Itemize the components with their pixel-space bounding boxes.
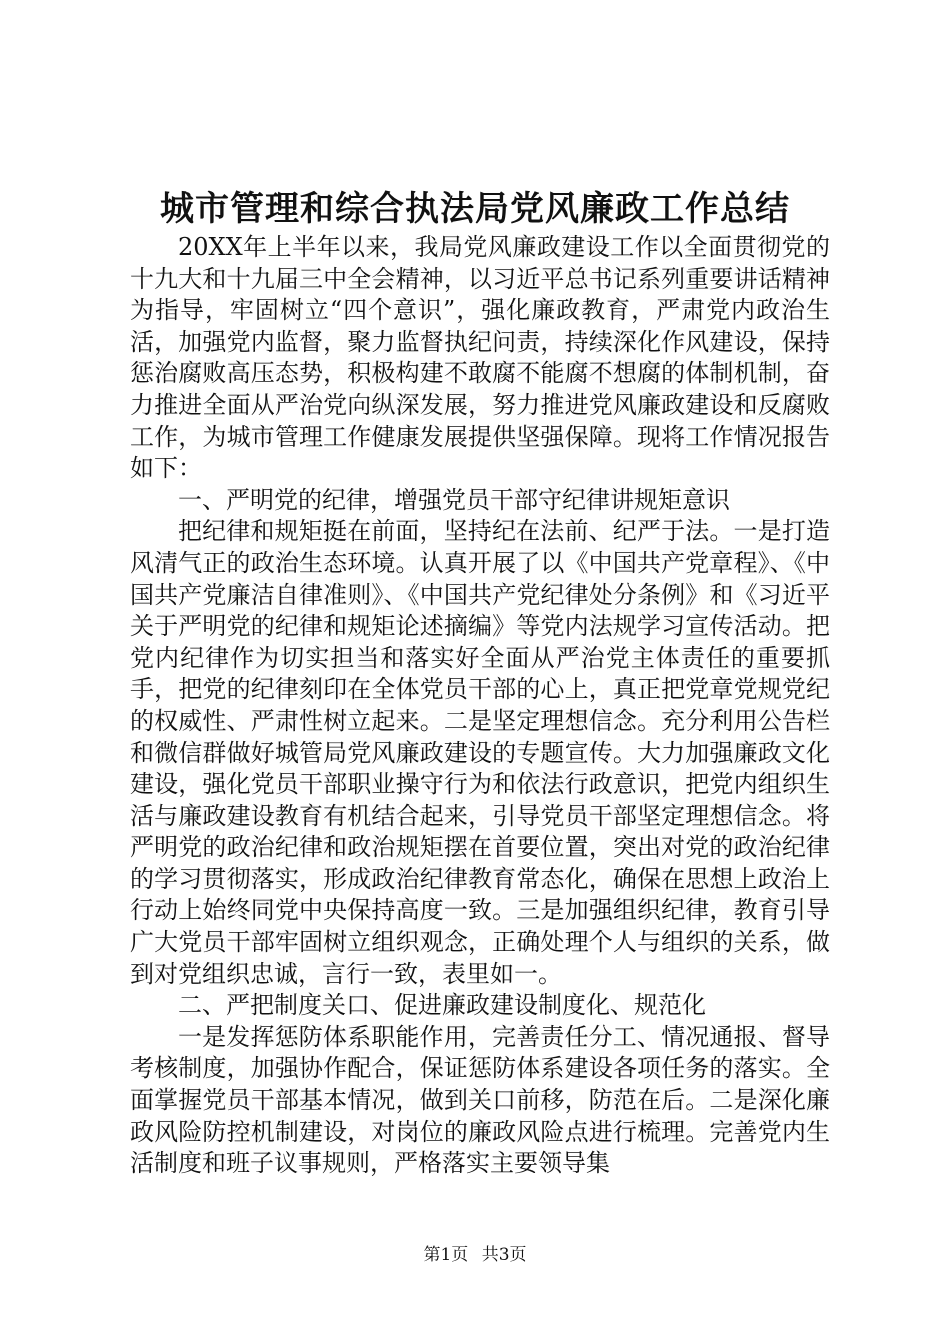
page-number-total: 共3页 — [481, 1245, 527, 1265]
paragraph-section-2: 一是发挥惩防体系职能作用，完善责任分工、情况通报、督导考核制度，加强协作配合，保证惩防体系建设各项任务的落实。全面掌握党员干部基本情况，做到关口前移，防范在后。二是深化廉政风险防控机制建设，对岗位的廉政风险点进行梳理。完善党内生活制度和班子议事规则，严格落实主要领导集 — [130, 1022, 830, 1178]
paragraph-intro: 20XX年上半年以来，我局党风廉政建设工作以全面贯彻党的十九大和十九届三中全会精神，以习近平总书记系列重要讲话精神为指导，牢固树立“四个意识”，强化廉政教育，严肃党内政治生活，加强党内监督，聚力监督执纪问责，持续深化作风建设，保持惩治腐败高压态势，积极构建不敢腐不能腐不想腐的体制机制，奋力推进全面从严治党向纵深发展，努力推进党风廉政建设和反腐败工作，为城市管理工作健康发展提供坚强保障。现将工作情况报告如下： — [130, 233, 830, 483]
section-heading-2: 二、严把制度关口、促进廉政建设制度化、规范化 — [178, 991, 706, 1020]
page-number-current: 第1页 — [423, 1245, 469, 1265]
section-heading-1: 一、严明党的纪律，增强党员干部守纪律讲规矩意识 — [178, 485, 730, 514]
paragraph-section-1: 把纪律和规矩挺在前面，坚持纪在法前、纪严于法。一是打造风清气正的政治生态环境。认真开展了以《中国共产党章程》、《中国共产党廉洁自律准则》、《中国共产党纪律处分条例》和《习近平关于严明党的纪律和规矩论述摘编》等党内法规学习宣传活动。把党内纪律作为切实担当和落实好全面从严治党主体责任的重要抓手，把党的纪律刻印在全体党员干部的心上，真正把党章党规党纪的权威性、严肃性树立起来。二是坚定理想信念。充分利用公告栏和微信群做好城管局党风廉政建设的专题宣传。大力加强廉政文化建设，强化党员干部职业操守行为和依法行政意识，把党内组织生活与廉政建设教育有机结合起来，引导党员干部坚定理想信念。将严明党的政治纪律和政治规矩摆在首要位置，突出对党的政治纪律的学习贯彻落实，形成政治纪律教育常态化，确保在思想上政治上行动上始终同党中央保持高度一致。三是加强组织纪律，教育引导广大党员干部牢固树立组织观念，正确处理个人与组织的关系，做到对党组织忠诚，言行一致，表里如一。 — [130, 517, 830, 988]
page-footer — [0, 1244, 950, 1266]
document-body — [130, 232, 830, 1180]
document-title: 城市管理和综合执法局党风廉政工作总结 — [160, 189, 790, 229]
